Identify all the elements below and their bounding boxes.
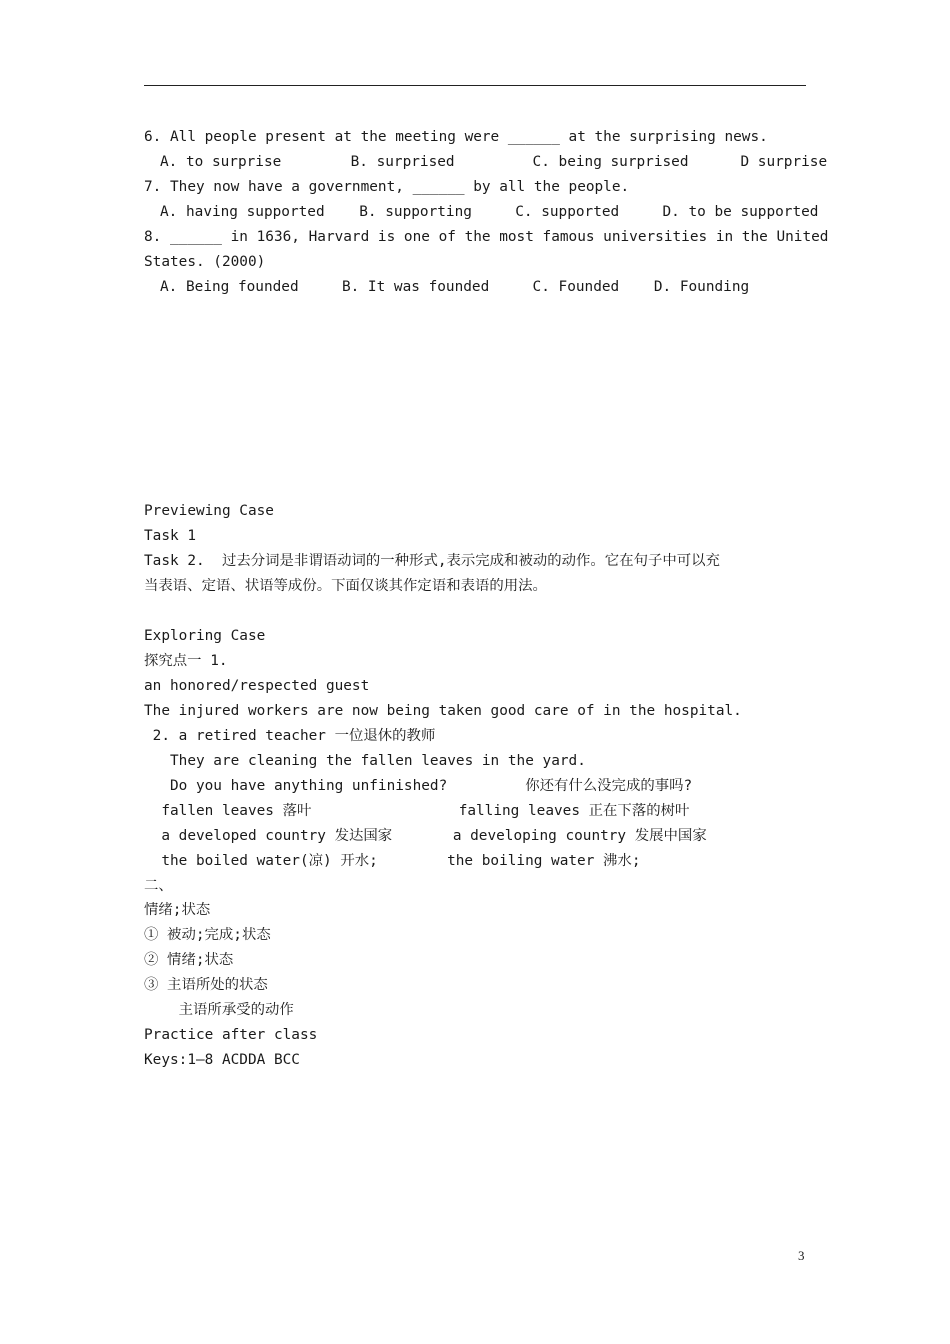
example-line: 2. a retired teacher 一位退休的教师 bbox=[144, 728, 436, 744]
question-7: 7. They now have a government, ______ by all the people. bbox=[144, 179, 630, 195]
section-two: 二、 bbox=[144, 878, 173, 894]
task-2: Task 2. 过去分词是非谓语动词的一种形式,表示完成和被动的动作。它在句子中可以充 bbox=[144, 553, 720, 569]
question-8-continued: States. (2000) bbox=[144, 254, 266, 270]
section-exploring-case: Exploring Case bbox=[144, 628, 266, 644]
question-6-options: A. to surprise B. surprised C. being surprised D surprise bbox=[160, 154, 828, 170]
example-line: Do you have anything unfinished? 你还有什么没完成的事吗? bbox=[144, 778, 693, 794]
question-8-options: A. Being founded B. It was founded C. Founded D. Founding bbox=[160, 279, 750, 295]
answer-line: ③ 主语所处的状态 bbox=[144, 977, 268, 993]
question-8: 8. ______ in 1636, Harvard is one of the most famous universities in the United bbox=[144, 229, 829, 245]
example-line: fallen leaves 落叶 falling leaves 正在下落的树叶 bbox=[144, 803, 690, 819]
explore-point-1: 探究点一 1. bbox=[144, 653, 228, 669]
question-6: 6. All people present at the meeting were ______ at the surprising news. bbox=[144, 129, 768, 145]
question-7-options: A. having supported B. supporting C. supported D. to be supported bbox=[160, 204, 819, 220]
example-line: The injured workers are now being taken good care of in the hospital. bbox=[144, 703, 742, 719]
section-practice: Practice after class bbox=[144, 1027, 318, 1043]
answer-line: ① 被动;完成;状态 bbox=[144, 927, 271, 943]
example-line: the boiled water(凉) 开水; the boiling water 沸水; bbox=[144, 853, 641, 869]
task-1: Task 1 bbox=[144, 528, 196, 544]
answer-keys: Keys:1–8 ACDDA BCC bbox=[144, 1052, 300, 1068]
answer-line: 主语所承受的动作 bbox=[144, 1002, 294, 1018]
task-2-continued: 当表语、定语、状语等成份。下面仅谈其作定语和表语的用法。 bbox=[144, 578, 547, 594]
section-previewing-case: Previewing Case bbox=[144, 503, 274, 519]
example-line: an honored/respected guest bbox=[144, 678, 370, 694]
header-rule bbox=[144, 85, 806, 86]
example-line: They are cleaning the fallen leaves in the yard. bbox=[144, 753, 586, 769]
answer-line: 情绪;状态 bbox=[144, 902, 211, 918]
example-line: a developed country 发达国家 a developing country 发展中国家 bbox=[144, 828, 707, 844]
page-number: 3 bbox=[798, 1248, 805, 1263]
answer-line: ② 情绪;状态 bbox=[144, 952, 234, 968]
